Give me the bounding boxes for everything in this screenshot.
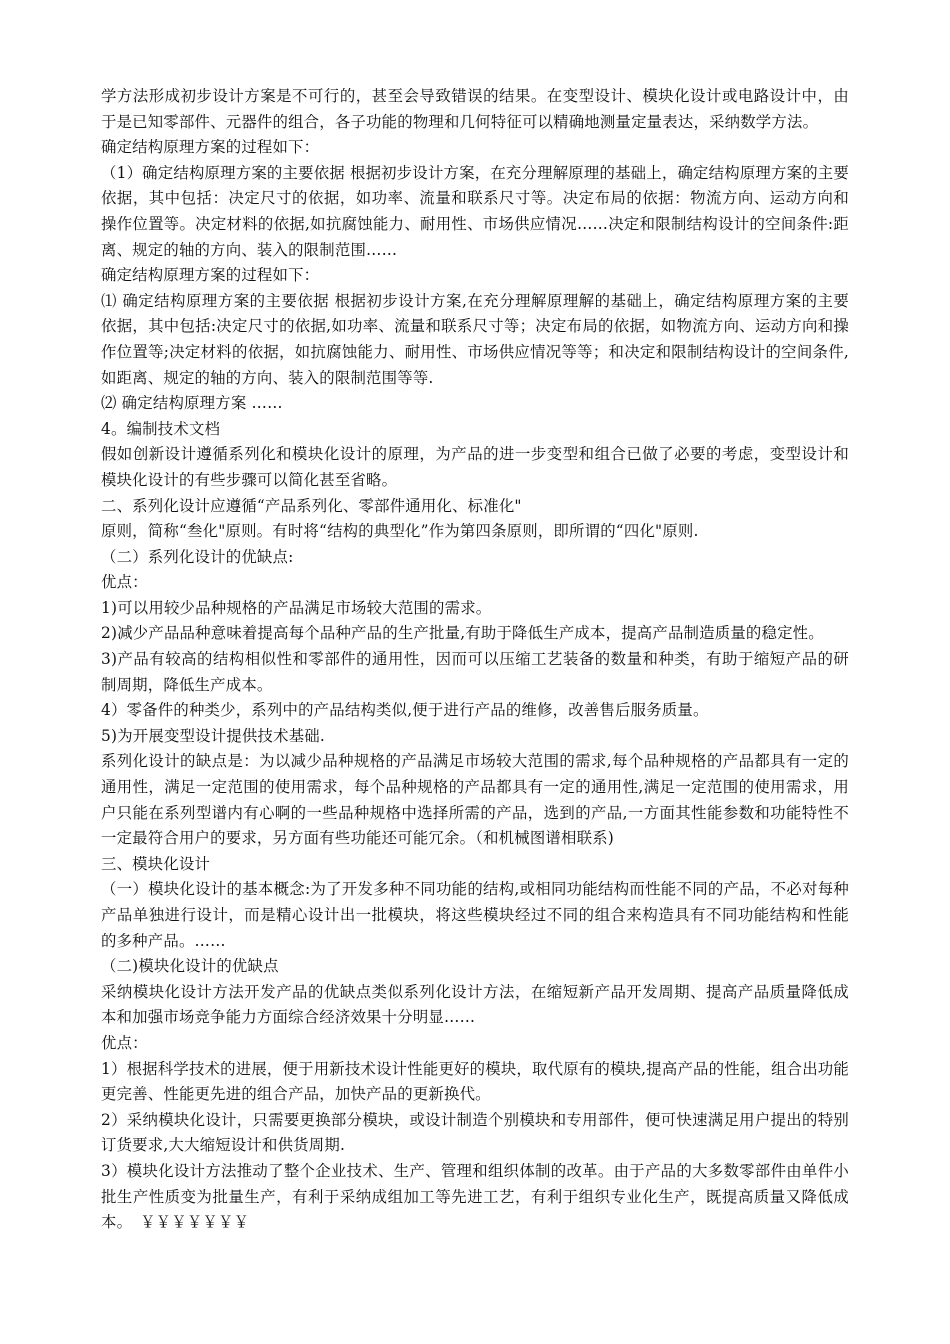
list-item: 5)为开展变型设计提供技术基础. [101, 726, 325, 745]
series-disadvantages-paragraph: 系列化设计的缺点是：为以减少品种规格的产品满足市场较大范围的需求,每个品种规格的产品都具有一定的通用性，满足一定范围的使用需求，每个品种规格的产品都具有一定的通用性,满足一定范围的使用需求，用户只能在系列型谱内有心啊的一些品种规格中选择所需的产品，选到的产品,一方面其性能参数和功能特性不一定最符合用户的要求，另方面有些功能还可能冗余。（和机械图谱相联系) [101, 752, 849, 848]
series-pros-cons-heading: （二）系列化设计的优缺点: [101, 547, 294, 566]
innovation-paragraph: 假如创新设计遵循系列化和模块化设计的原理，为产品的进一步变型和组合已做了必要的考虑，变型设计和模块化设计的有些步骤可以简化甚至省略。 [101, 445, 849, 489]
structure-principle-item: ⑵ 确定结构原理方案 …… [101, 394, 283, 413]
advantages-label: 优点： [101, 1033, 148, 1052]
modular-concept-paragraph: （一）模块化设计的基本概念:为了开发多种不同功能的结构,或相同功能结构而性能不同的产品，不必对每种产品单独进行设计，而是精心设计出一批模块，将这些模块经过不同的组合来构造具有不同功能结构和性能的多种产品。…… [101, 880, 849, 950]
list-item: 3)产品有较高的结构相似性和零部件的通用性，因而可以压缩工艺装备的数量和种类，有助于缩短产品的研制周期，降低生产成本。 [101, 650, 849, 694]
list-item: 2)减少产品品种意味着提高每个品种产品的生产批量,有助于降低生产成本，提高产品制造质量的稳定性。 [101, 624, 824, 643]
section-3-heading: 三、模块化设计 [101, 854, 211, 873]
modular-summary-paragraph: 采纳模块化设计方法开发产品的优缺点类似系列化设计方法，在缩短新产品开发周期、提高产品质量降低成本和加强市场竞争能力方面综合经济效果十分明显…… [101, 982, 849, 1027]
main-basis-paragraph-repeat: ⑴ 确定结构原理方案的主要依据 根据初步设计方案,在充分理解原理解的基础上，确定结构原理方案的主要依据，其中包括:决定尺寸的依据,如功率、流量和联系尺寸等；决定布局的依据，如物流方向、运动方向和操作位置等;决定材料的依据，如抗腐蚀能力、耐用性、市场供应情况等等；和决定和限制结构设计的空间条件,如距离、规定的轴的方向、装入的限制范围等等. [101, 291, 849, 387]
list-item: 4）零备件的种类少，系列中的产品结构类似,便于进行产品的维修，改善售后服务质量。 [101, 701, 709, 720]
list-item: 1）根据科学技术的进展，便于用新技术设计性能更好的模块，取代原有的模块,提高产品的性能，组合出功能更完善、性能更先进的组合产品，加快产品的更新换代。 [101, 1059, 849, 1104]
process-heading-repeat: 确定结构原理方案的过程如下： [101, 266, 320, 285]
main-basis-paragraph: （1）确定结构原理方案的主要依据 根据初步设计方案，在充分理解原理的基础上，确定结构原理方案的主要依据，其中包括：决定尺寸的依据，如功率、流量和联系尺寸等。决定布局的依据：物流方向、运动方向和操作位置等。决定材料的依据,如抗腐蚀能力、耐用性、市场供应情况……决定和限制结构设计的空间条件:距离、规定的轴的方向、装入的限制范围…… [101, 163, 849, 259]
principle-paragraph: 原则，简称“叁化"原则。有时将“结构的典型化”作为第四条原则，即所谓的“四化"原则. [101, 522, 699, 541]
list-item: 3）模块化设计方法推动了整个企业技术、生产、管理和组织体制的改革。由于产品的大多数零部件由单件小批生产性质变为批量生产，有利于采纳成组加工等先进工艺，有利于组织专业化生产，既提高质量又降低成本。 ￥￥￥￥￥￥￥ [101, 1161, 849, 1232]
modular-pros-cons-heading: （二)模块化设计的优缺点 [101, 957, 279, 976]
advantages-label: 优点： [101, 573, 148, 592]
document-page [101, 84, 849, 1236]
list-item: 1)可以用较少品种规格的产品满足市场较大范围的需求。 [101, 598, 492, 617]
section-2-heading: 二、系列化设计应遵循“产品系列化、零部件通用化、标准化" [101, 496, 522, 515]
list-item: 2）采纳模块化设计，只需要更换部分模块，或设计制造个别模块和专用部件，便可快速满足用户提出的特别订货要求,大大缩短设计和供货周期. [101, 1110, 849, 1155]
process-heading: 确定结构原理方案的过程如下： [101, 138, 320, 157]
intro-paragraph: 学方法形成初步设计方案是不可行的，甚至会导致错误的结果。在变型设计、模块化设计或电路设计中，由于是已知零部件、元器件的组合，各子功能的物理和几何特征可以精确地测量定量表达，采纳数学方法。 [101, 87, 849, 131]
section-4-heading: 4。编制技术文档 [101, 419, 221, 438]
